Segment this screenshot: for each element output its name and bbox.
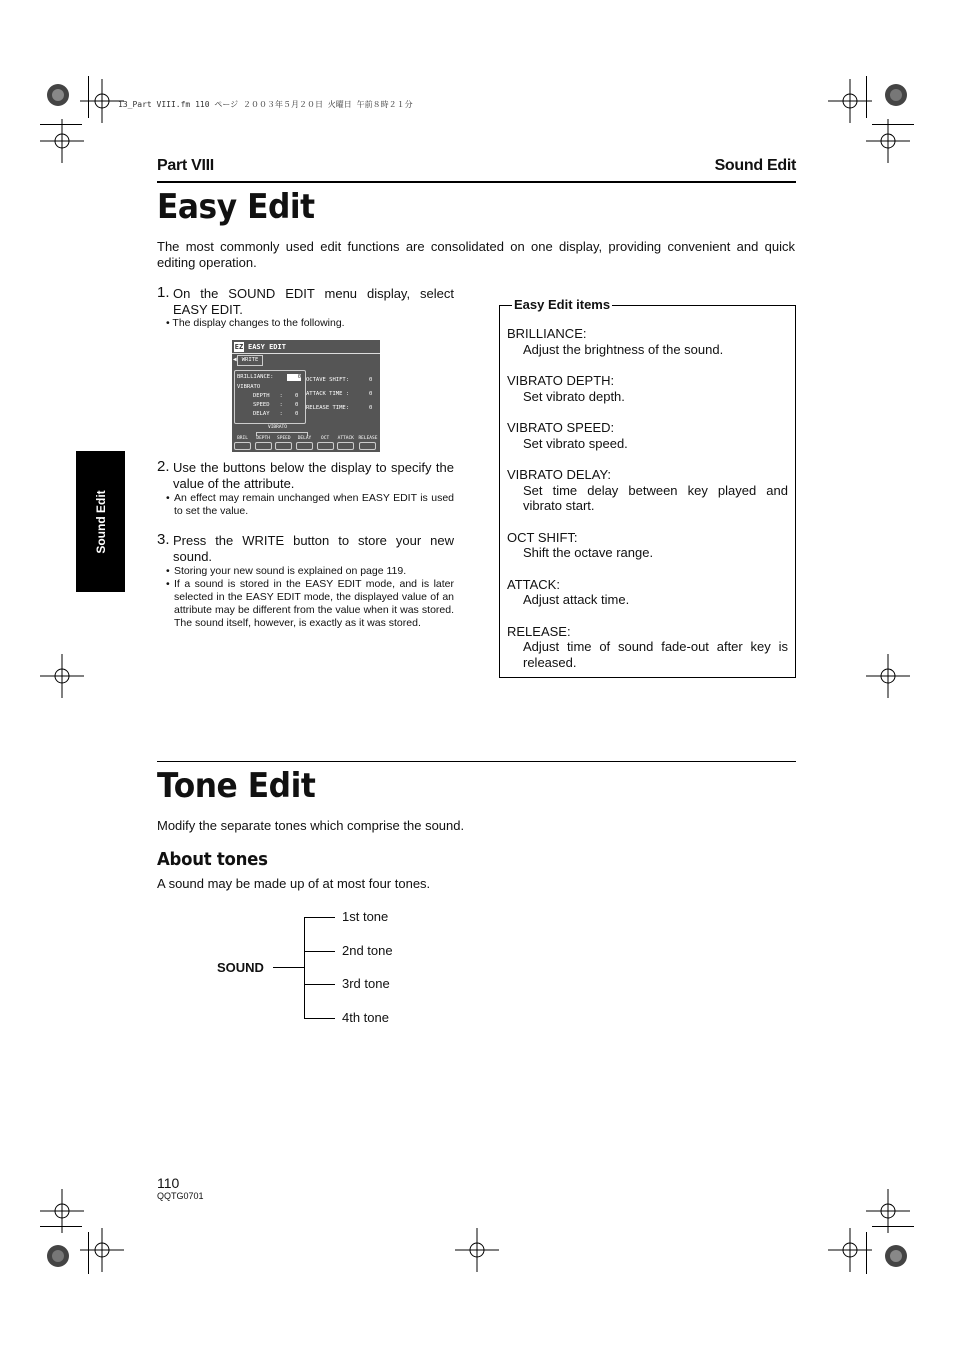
list-item: VIBRATO DEPTH: Set vibrato depth. xyxy=(507,373,625,404)
step-text: On the SOUND EDIT menu display, select EASY EDIT. xyxy=(173,286,454,317)
lcd-title: EASY EDIT xyxy=(248,343,286,351)
ez-badge: EZ xyxy=(234,343,244,351)
tree-node-tone: 3rd tone xyxy=(342,976,390,991)
page-number: 110 xyxy=(157,1175,180,1191)
step-number: 1. xyxy=(157,284,170,301)
easy-edit-intro: The most commonly used edit functions are consolidated on one display, providing convenient and quick editing operation. xyxy=(157,239,795,270)
lcd-vibrato-group-label: VIBRATO xyxy=(268,425,287,430)
side-tab xyxy=(76,451,125,592)
lcd-button-bril[interactable]: BRIL xyxy=(233,436,252,450)
step-note: • An effect may remain unchanged when EASY EDIT is used to set the value. xyxy=(166,492,454,517)
header-rule xyxy=(157,181,796,183)
file-meta: 13_Part VIII.fm 110 ページ ２００３年５月２０日 火曜日 午前８時２１分 xyxy=(118,100,413,109)
tree-node-tone: 4th tone xyxy=(342,1010,389,1025)
step-note: • The display changes to the following. xyxy=(166,317,345,329)
lcd-button-attack[interactable]: ATTACK xyxy=(336,436,355,450)
easy-edit-title: Easy Edit xyxy=(157,187,315,227)
list-item: VIBRATO SPEED: Set vibrato speed. xyxy=(507,420,628,451)
step-note: • Storing your new sound is explained on page 119. • If a sound is stored in the EASY EDIT mode, and is later selected in the EASY EDIT mode, the displayed value of an attribute may be different from the value when it was stored. The sound itself, however, is exactly as it was stored. xyxy=(166,565,454,629)
lcd-button-delay[interactable]: DELAY xyxy=(295,436,314,450)
section-rule xyxy=(157,761,796,762)
step-text: Use the buttons below the display to specify the value of the attribute. xyxy=(173,460,454,491)
about-tones-text: A sound may be made up of at most four tones. xyxy=(157,876,431,891)
easy-edit-items-title: Easy Edit items xyxy=(514,297,611,312)
lcd-button-row xyxy=(233,436,379,450)
product-code: QQTG0701 xyxy=(157,1191,204,1201)
header-part: Part VIII xyxy=(157,157,214,174)
tree-root-sound: SOUND xyxy=(217,960,264,975)
tree-node-tone: 1st tone xyxy=(342,909,389,924)
list-item: BRILLIANCE: Adjust the brightness of the sound. xyxy=(507,326,724,357)
list-item: VIBRATO DELAY: Set time delay between key played and vibrato start. xyxy=(507,467,788,513)
lcd-write-button[interactable]: WRITE xyxy=(237,355,263,366)
tone-edit-title: Tone Edit xyxy=(157,766,316,806)
step-number: 2. xyxy=(157,458,170,475)
about-tones-heading: About tones xyxy=(157,849,268,870)
list-item: ATTACK: Adjust attack time. xyxy=(507,576,630,607)
lcd-button-speed[interactable]: SPEED xyxy=(274,436,293,450)
list-item: OCT SHIFT: Shift the octave range. xyxy=(507,529,654,560)
tree-node-tone: 2nd tone xyxy=(342,943,393,958)
side-tab-label: Sound Edit xyxy=(93,489,108,554)
lcd-left-panel: BRILLIANCE: 0 VIBRATO DEPTH : 0 SPEED : 0 DELAY : 0 xyxy=(234,370,306,424)
easy-edit-lcd-display: EZ EASY EDIT ◀ WRITE BRILLIANCE: 0 VIBRATO DEPTH : 0 SPEED : 0 DELAY : 0 OCTAVE SHIFT: 0 ATTACK TIME : 0 RELEASE TIME: 0 VIBRATO BRIL DEPTH SPEED DELAY OCT ATTACK RELEASE xyxy=(232,340,380,452)
step-text: Press the WRITE button to store your new sound. xyxy=(173,533,454,564)
easy-edit-items-list xyxy=(507,326,788,670)
lcd-button-release[interactable]: RELEASE xyxy=(357,436,379,450)
lcd-button-depth[interactable]: DEPTH xyxy=(254,436,273,450)
lcd-button-oct[interactable]: OCT xyxy=(316,436,335,450)
header-section: Sound Edit xyxy=(714,157,796,174)
step-number: 3. xyxy=(157,531,170,548)
tone-edit-intro: Modify the separate tones which comprise the sound. xyxy=(157,818,465,833)
list-item: RELEASE: Adjust time of sound fade-out after key is released. xyxy=(507,623,788,670)
